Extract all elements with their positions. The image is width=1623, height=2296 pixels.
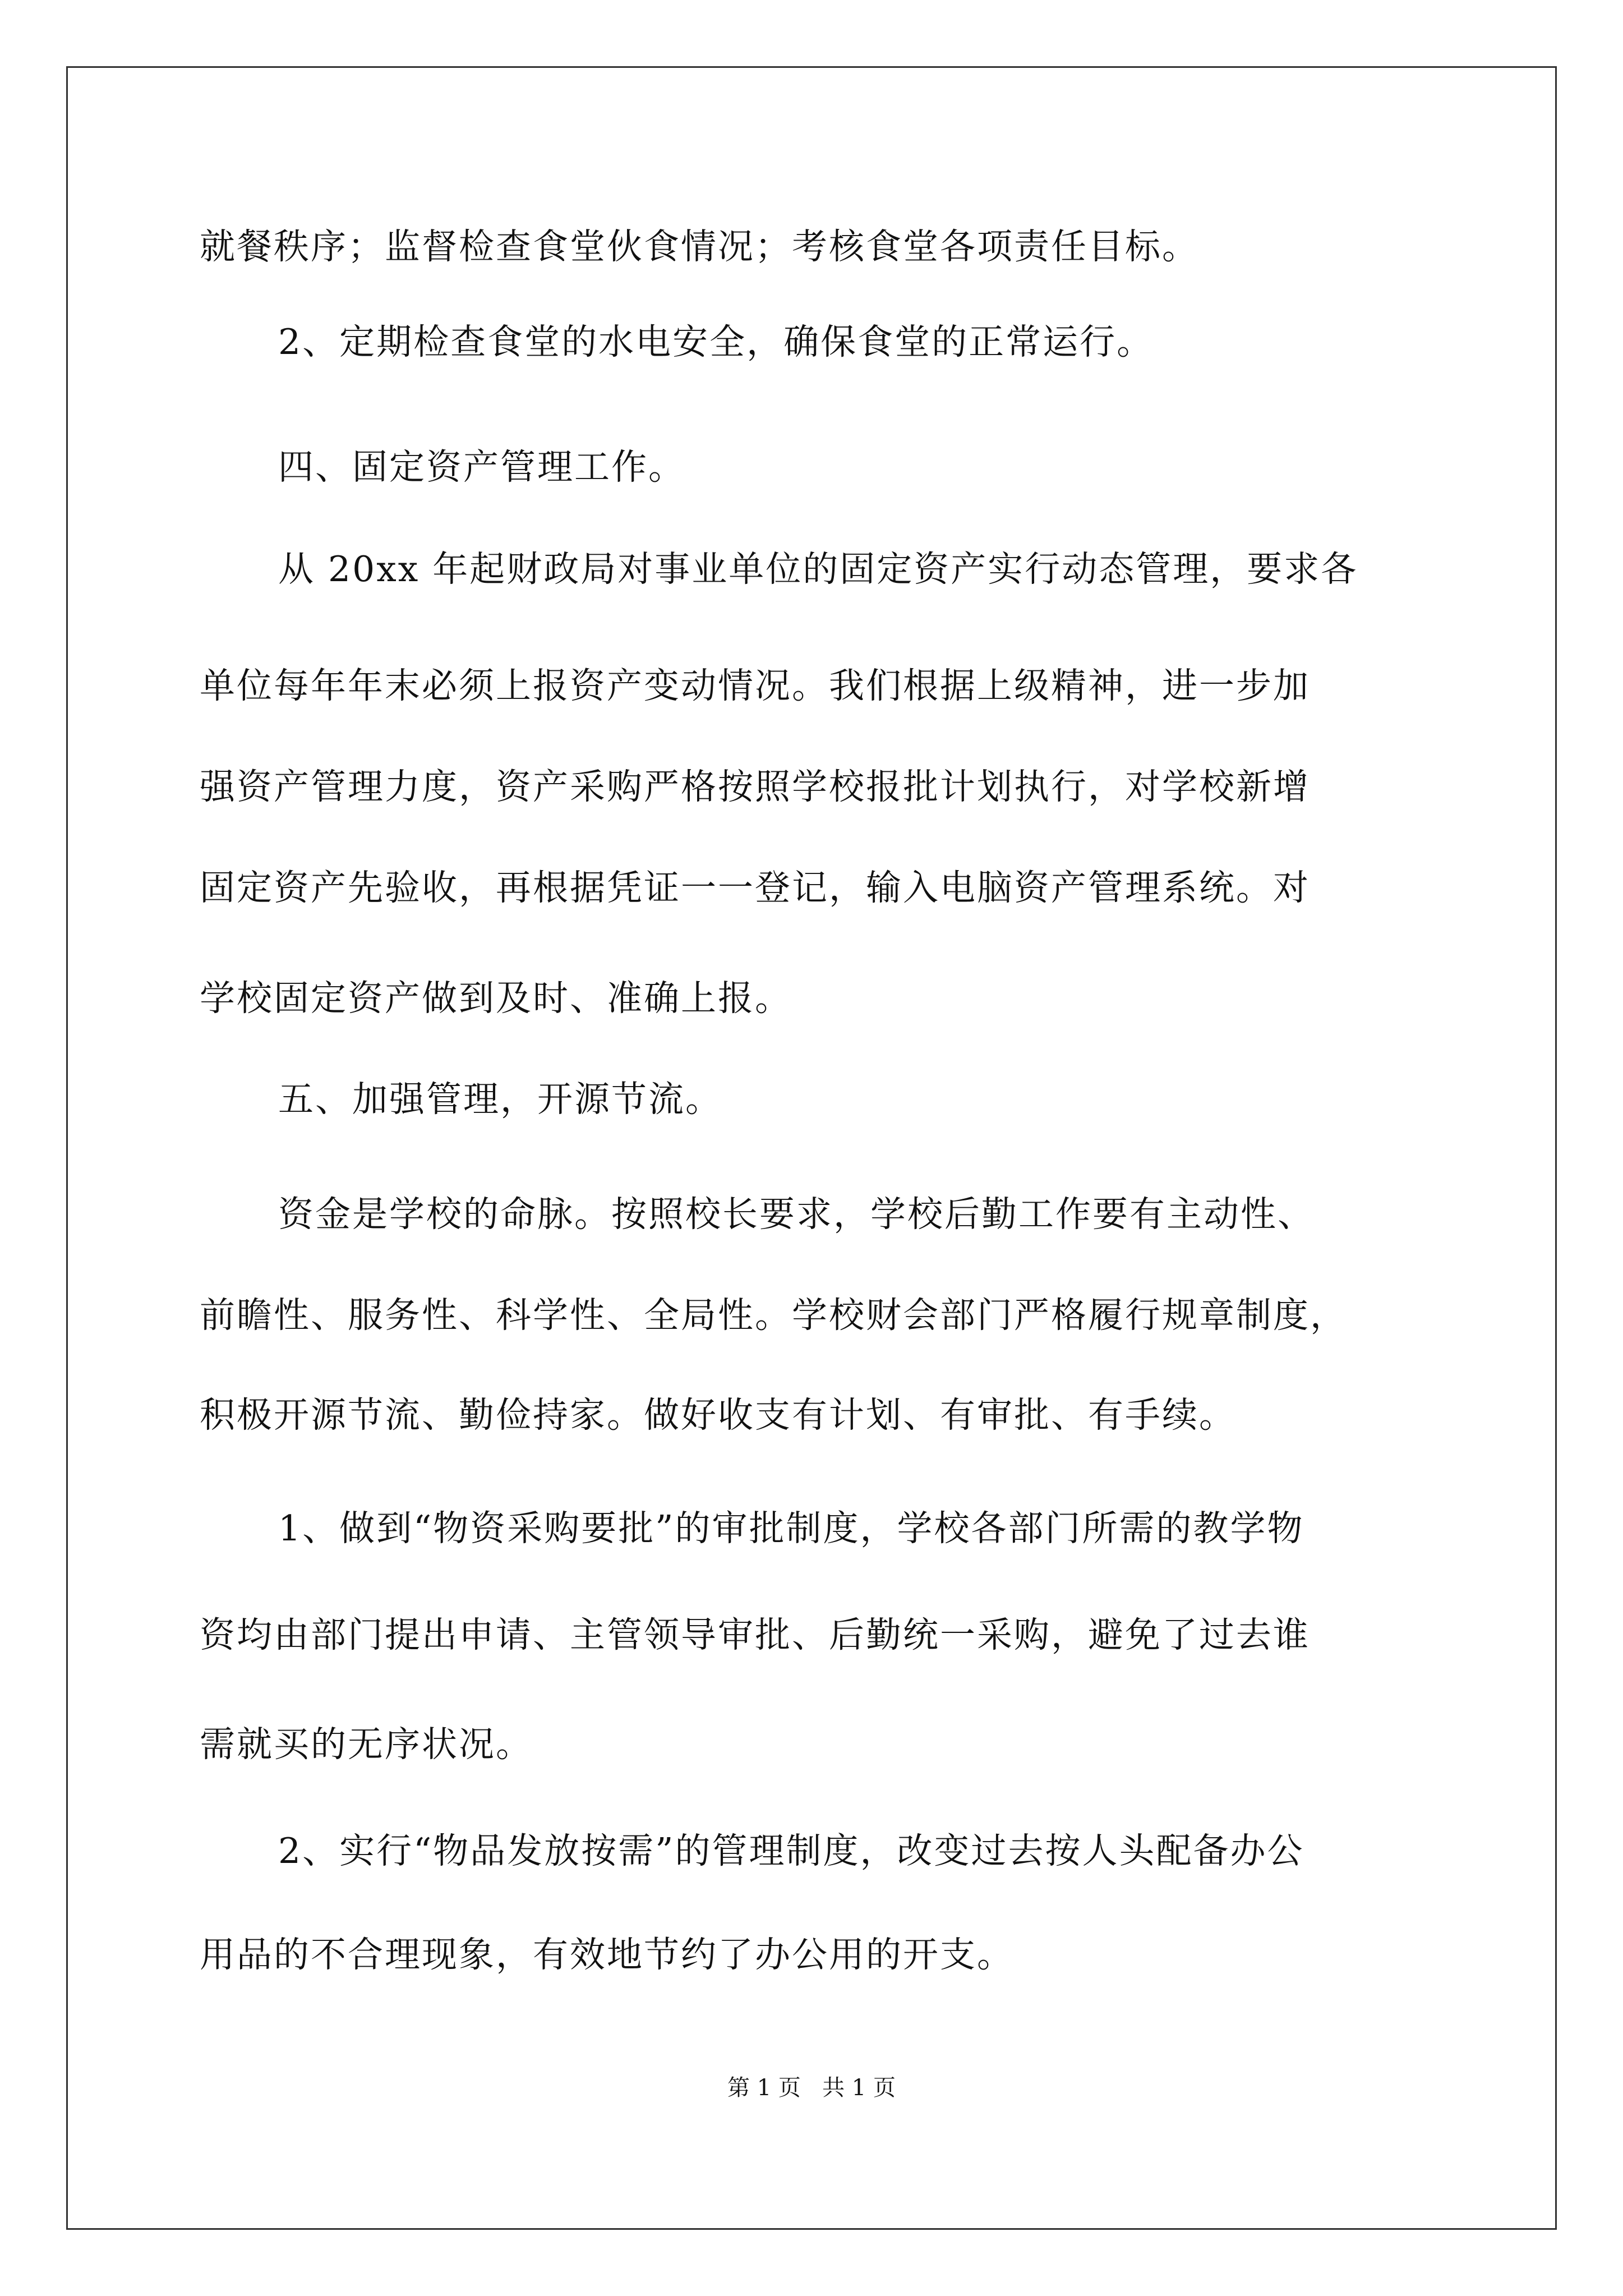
text-line: 从 20xx 年起财政局对事业单位的固定资产实行动态管理，要求各 <box>278 549 1358 590</box>
text-line: 积极开源节流、勤俭持家。做好收支有计划、有审批、有手续。 <box>200 1395 1236 1435</box>
text-line: 就餐秩序；监督检查食堂伙食情况；考核食堂各项责任目标。 <box>200 226 1199 267</box>
text-line: 需就买的无序状况。 <box>200 1724 533 1765</box>
section-heading: 四、固定资产管理工作。 <box>278 447 685 487</box>
text-line: 1、做到“物资采购要批”的审批制度，学校各部门所需的教学物 <box>278 1508 1304 1549</box>
text-line: 2、实行“物品发放按需”的管理制度，改变过去按人头配备办公 <box>278 1830 1304 1871</box>
text-line: 2、定期检查食堂的水电安全，确保食堂的正常运行。 <box>278 321 1154 362</box>
section-heading: 五、加强管理，开源节流。 <box>278 1079 722 1120</box>
text-line: 资均由部门提出申请、主管领导审批、后勤统一采购，避免了过去谁 <box>200 1614 1310 1655</box>
text-line: 前瞻性、服务性、科学性、全局性。学校财会部门严格履行规章制度， <box>200 1295 1347 1336</box>
text-line: 固定资产先验收，再根据凭证一一登记，输入电脑资产管理系统。对 <box>200 867 1310 908</box>
text-line: 强资产管理力度，资产采购严格按照学校报批计划执行，对学校新增 <box>200 766 1310 807</box>
text-line: 学校固定资产做到及时、准确上报。 <box>200 978 792 1019</box>
text-line: 资金是学校的命脉。按照校长要求，学校后勤工作要有主动性、 <box>278 1194 1315 1235</box>
page-border <box>66 66 1557 2230</box>
text-line: 用品的不合理现象，有效地节约了办公用的开支。 <box>200 1934 1014 1975</box>
page-footer: 第 1 页 共 1 页 <box>727 2075 896 2101</box>
text-line: 单位每年年末必须上报资产变动情况。我们根据上级精神，进一步加 <box>200 665 1310 706</box>
